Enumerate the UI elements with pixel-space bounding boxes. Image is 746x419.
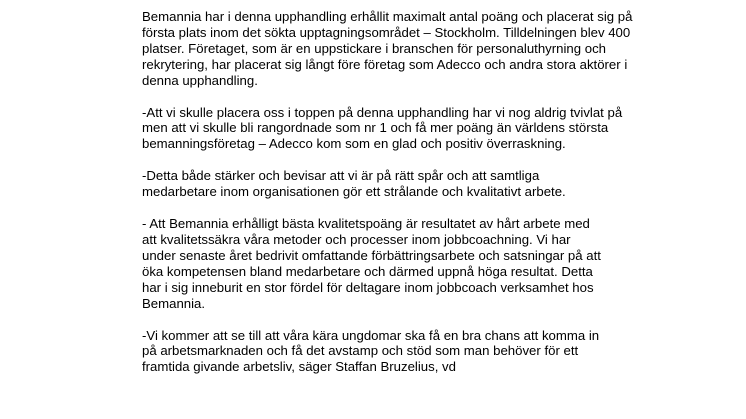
text-line: på arbetsmarknaden och få det avstamp och stöd som man behöver för ett bbox=[142, 343, 579, 359]
paragraph-intro bbox=[142, 9, 732, 89]
article-body bbox=[142, 9, 732, 391]
text-line: -Detta både stärker och bevisar att vi är på rätt spår och att samtliga bbox=[142, 168, 540, 184]
text-line: - Att Bemannia erhålligt bästa kvalitetspoäng är resultatet av hårt arbete med bbox=[142, 216, 590, 232]
text-line: under senaste året bedrivit omfattande förbättringsarbete och satsningar på att bbox=[142, 247, 601, 263]
text-line: framtida givande arbetsliv, säger Staffan Bruzelius, vd bbox=[142, 359, 456, 375]
text-line: att kvalitetssäkra våra metoder och processer inom jobbcoachning. Vi har bbox=[142, 231, 571, 247]
text-line: -Vi kommer att se till att våra kära ungdomar ska få en bra chans att komma in bbox=[142, 327, 600, 343]
text-line: har i sig inneburit en stor fördel för deltagare inom jobbcoach verksamhet hos bbox=[142, 279, 594, 295]
text-line: men att vi skulle bli rangordnade som nr 1 och få mer poäng än världens största bbox=[142, 120, 609, 136]
text-line: platser. Företaget, som är en uppstickare i branschen för personaluthyrning och bbox=[142, 40, 607, 56]
text-line: denna upphandling. bbox=[142, 72, 258, 88]
text-line: medarbetare inom organisationen gör ett strålande och kvalitativt arbete. bbox=[142, 184, 566, 200]
paragraph-quote-ranking bbox=[142, 105, 732, 153]
text-line: öka kompetensen bland medarbetare och därmed uppnå höga resultat. Detta bbox=[142, 263, 593, 279]
text-line: -Att vi skulle placera oss i toppen på denna upphandling har vi nog aldrig tvivlat på bbox=[142, 104, 623, 120]
text-line: rekrytering, har placerat sig långt före företag som Adecco och andra stora aktörer i bbox=[142, 56, 628, 72]
text-line: Bemannia. bbox=[142, 295, 206, 311]
paragraph-quote-closing bbox=[142, 328, 732, 376]
text-line: Bemannia har i denna upphandling erhållit maximalt antal poäng och placerat sig på bbox=[142, 9, 633, 24]
text-line: första plats inom det sökta upptagningsområdet – Stockholm. Tilldelningen blev 400 bbox=[142, 24, 631, 40]
text-line: bemanningsföretag – Adecco kom som en glad och positiv överraskning. bbox=[142, 136, 566, 152]
paragraph-quote-confirmation bbox=[142, 168, 732, 200]
paragraph-quote-quality bbox=[142, 216, 732, 311]
